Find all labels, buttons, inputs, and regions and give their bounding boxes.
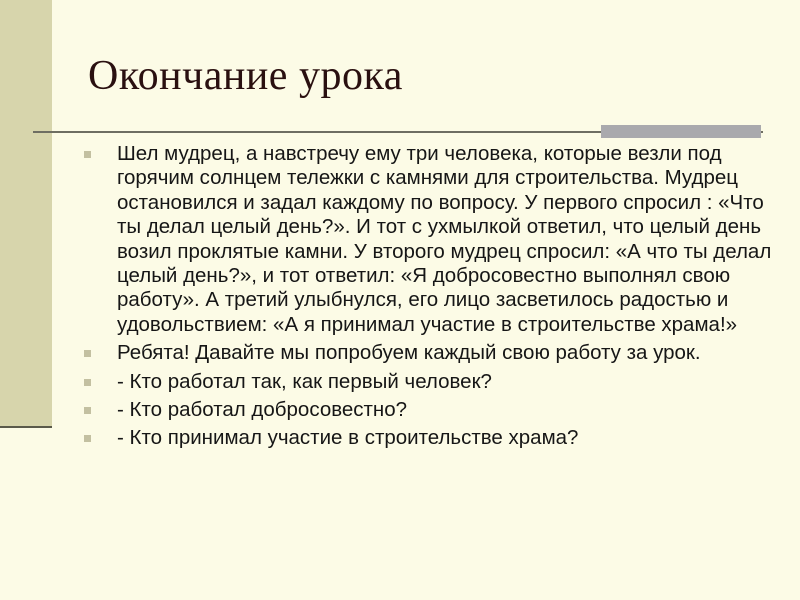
bullet-item-question-3 <box>84 426 774 450</box>
bullet-text: Ребята! Давайте мы попробуем каждый свою работу за урок. <box>117 341 701 365</box>
divider-accent-block <box>601 125 761 138</box>
square-bullet-icon <box>84 151 91 158</box>
bullet-item-question-1 <box>84 370 774 394</box>
square-bullet-icon <box>84 379 91 386</box>
square-bullet-icon <box>84 350 91 357</box>
bullet-item-question-2 <box>84 398 774 422</box>
bullet-text: - Кто работал так, как первый человек? <box>117 369 492 393</box>
bullet-text: - Кто принимал участие в строительстве храма? <box>117 426 579 450</box>
square-bullet-icon <box>84 435 91 442</box>
bullet-item-story <box>84 142 774 337</box>
slide-title: Окончание урока <box>88 53 403 99</box>
bullet-list <box>84 142 774 455</box>
bullet-text: Шел мудрец, а навстречу ему три человека, которые везли под горячим солнцем тележки с камнями для строительства. Мудрец остановился и задал каждому по вопросу. У первого спросил : «Что ты делал целый день?». И тот с ухмылкой ответил, что целый день возил проклятые камни. У второго мудрец спросил: «А что ты делал целый день?», и тот ответил: «Я добросовестно выполнял свою работу». А третий улыбнулся, его лицо засветилось радостью и удовольствием: «А я принимал участие в строительстве храма!» <box>117 142 772 336</box>
bullet-item-invitation <box>84 341 774 365</box>
left-decorative-band <box>0 0 52 426</box>
square-bullet-icon <box>84 407 91 414</box>
bullet-text: - Кто работал добросовестно? <box>117 398 408 422</box>
left-band-underline <box>0 426 52 428</box>
